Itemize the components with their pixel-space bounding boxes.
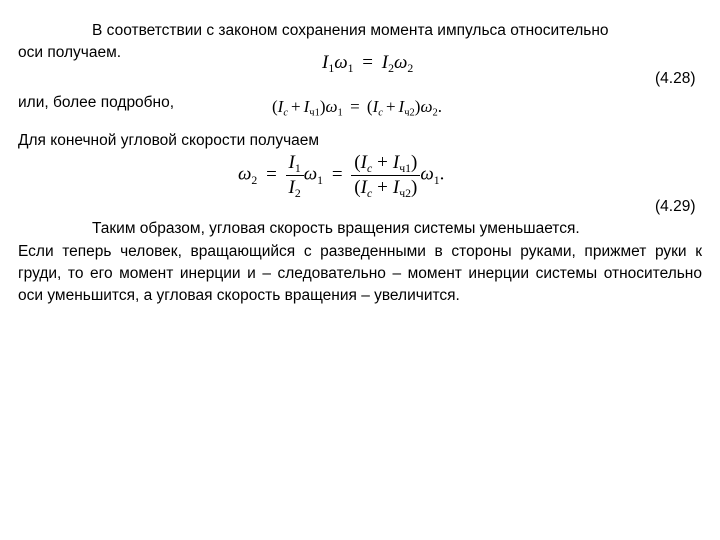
equation-final-angular-velocity: $\omega_2$ = $\frac{I_1}{I_2}$ $\omega_1$ = $\frac{(I_с + I_{ч1})}{(I_с + I_{ч2})}$ $\omega_1$. — [238, 152, 445, 200]
paragraph-1-line-2: оси получаем. — [18, 44, 122, 61]
equation-momentum-expanded: $(I_с + I_{ч1})\omega_1 = (I_с + I_{ч2})\omega_2$. — [272, 97, 442, 119]
fraction-moments-of-inertia: $\frac{(I_с + I_{ч1})}{(I_с + I_{ч2})}$ — [351, 152, 420, 199]
equation-number-4-29: (4.29) — [655, 198, 696, 215]
fraction-i1-over-i2: $\frac{I_1}{I_2}$ — [286, 152, 304, 199]
paragraph-4-body: Если теперь человек, вращающийся с разведенными в стороны руками, прижмет руки к груди, то его момент инерции и – следовательно – момент инерции системы относительно оси уменьшится, а угловая скорость вращения – увеличится. — [18, 243, 702, 304]
equation-number-4-28: (4.28) — [655, 70, 696, 87]
equation-momentum-conservation: $I_1\omega_1 = I_2\omega_2$ — [322, 52, 414, 76]
paragraph-2: или, более подробно, — [18, 94, 175, 111]
paragraph-3: Для конечной угловой скорости получаем — [18, 132, 320, 149]
paragraph-1-line-1: В соответствии с законом сохранения момента импульса относительно — [92, 22, 609, 39]
paragraph-4-line-1: Таким образом, угловая скорость вращения системы уменьшается. — [92, 220, 580, 237]
